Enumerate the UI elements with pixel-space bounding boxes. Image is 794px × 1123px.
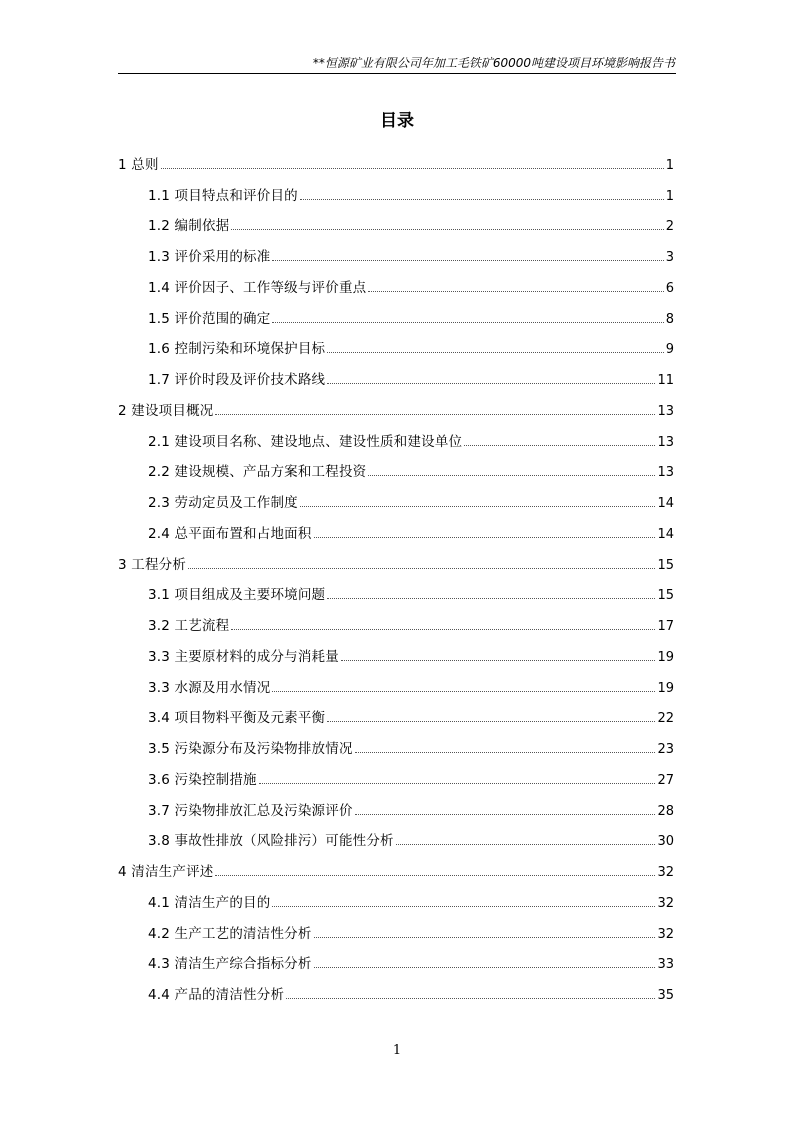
toc-entry[interactable] [118, 853, 674, 884]
toc-entry[interactable] [118, 638, 674, 669]
toc-entry-page: 19 [657, 680, 674, 696]
toc-entry-page: 9 [665, 342, 674, 358]
page-number: 1 [392, 1043, 402, 1058]
toc-dot-leader [231, 229, 663, 230]
toc-entry-page: 30 [657, 834, 674, 850]
toc-entry[interactable] [118, 300, 674, 331]
toc-entry[interactable] [118, 792, 674, 823]
toc-entry[interactable] [118, 177, 674, 208]
toc-entry[interactable] [118, 884, 674, 915]
toc-entry-page: 2 [665, 219, 674, 235]
toc-dot-leader [341, 660, 655, 661]
toc-entry-label: 4.3 清洁生产综合指标分析 [148, 956, 312, 973]
toc-dot-leader [396, 844, 656, 845]
toc-dot-leader [215, 875, 655, 876]
toc-entry-label: 3.1 项目组成及主要环境问题 [148, 587, 326, 604]
toc-entry-page: 32 [657, 926, 674, 942]
toc-entry[interactable] [118, 946, 674, 977]
toc-dot-leader [231, 629, 655, 630]
toc-entry-page: 33 [657, 957, 674, 973]
toc-entry-page: 17 [657, 619, 674, 634]
toc-dot-leader [368, 291, 663, 292]
toc-entry[interactable] [118, 361, 674, 392]
toc-entry-page: 3 [665, 250, 674, 265]
toc-entry-label: 1.7 评价时段及评价技术路线 [148, 372, 326, 388]
toc-entry-label: 3.8 事故性排放（风险排污）可能性分析 [148, 833, 394, 850]
toc-entry[interactable] [118, 976, 674, 1007]
toc-entry-label: 1.4 评价因子、工作等级与评价重点 [148, 279, 367, 296]
toc-dot-leader [272, 906, 655, 907]
toc-entry-label: 2.2 建设规模、产品方案和工程投资 [148, 464, 367, 481]
toc-dot-leader [259, 783, 656, 784]
toc-entry-page: 27 [657, 772, 674, 788]
toc-dot-leader [286, 998, 655, 999]
toc-entry-label: 3.5 污染源分布及污染物排放情况 [148, 741, 353, 757]
toc-dot-leader [300, 506, 656, 507]
toc-entry-label: 1.2 编制依据 [148, 218, 230, 235]
toc-entry-label: 2 建设项目概况 [118, 402, 214, 419]
toc-entry-page: 1 [665, 188, 674, 204]
toc-dot-leader [327, 383, 655, 384]
toc-entry-page: 14 [657, 496, 674, 511]
toc-entry[interactable] [118, 484, 674, 515]
toc-entry-label: 4 清洁生产评述 [118, 864, 214, 880]
toc-dot-leader [272, 260, 663, 261]
toc-entry-label: 3.2 工艺流程 [148, 618, 230, 634]
toc-entry-page: 32 [657, 895, 674, 911]
toc-dot-leader [314, 937, 656, 938]
toc-entry[interactable] [118, 730, 674, 761]
toc-entry[interactable] [118, 577, 674, 608]
toc-entry[interactable] [118, 607, 674, 638]
header-rule [118, 73, 676, 74]
toc-entry-label: 3.3 主要原材料的成分与消耗量 [148, 648, 339, 665]
page-title: 目录 [380, 111, 414, 131]
toc-dot-leader [161, 168, 664, 169]
toc-dot-leader [314, 537, 656, 538]
toc-dot-leader [355, 752, 656, 753]
toc-dot-leader [272, 691, 655, 692]
toc-dot-leader [327, 598, 655, 599]
toc-entry-page: 13 [657, 403, 674, 419]
toc-entry[interactable] [118, 515, 674, 546]
toc-entry-label: 1 总则 [118, 156, 159, 173]
toc-entry[interactable] [118, 546, 674, 577]
toc-entry-page: 28 [657, 803, 674, 819]
toc-entry-page: 11 [657, 373, 674, 388]
toc-entry-label: 3.6 污染控制措施 [148, 771, 257, 788]
toc-entry-label: 1.3 评价采用的标准 [148, 249, 271, 265]
toc-entry-label: 3.7 污染物排放汇总及污染源评价 [148, 802, 353, 819]
toc-entry[interactable] [118, 823, 674, 854]
toc-entry-page: 6 [665, 280, 674, 296]
toc-entry[interactable] [118, 331, 674, 362]
toc-entry-label: 4.4 产品的清洁性分析 [148, 987, 285, 1003]
toc-entry-page: 15 [657, 557, 674, 573]
toc-entry-page: 15 [657, 588, 674, 604]
toc-dot-leader [355, 814, 656, 815]
toc-entry-page: 13 [657, 434, 674, 450]
running-header: **恒源矿业有限公司年加工毛铁矿60000吨建设项目环境影响报告书 [312, 56, 675, 70]
toc-dot-leader [188, 568, 655, 569]
toc-dot-leader [272, 322, 663, 323]
toc-entry[interactable] [118, 761, 674, 792]
toc-entry[interactable] [118, 915, 674, 946]
toc-entry-page: 32 [657, 865, 674, 880]
toc-entry-page: 14 [657, 526, 674, 542]
toc-entry-page: 13 [657, 465, 674, 481]
toc-entry[interactable] [118, 269, 674, 300]
toc-entry-page: 35 [657, 988, 674, 1003]
toc-entry-label: 2.1 建设项目名称、建设地点、建设性质和建设单位 [148, 433, 463, 450]
toc-entry-label: 2.3 劳动定员及工作制度 [148, 495, 298, 511]
toc-entry[interactable] [118, 423, 674, 454]
toc-entry-label: 3.4 项目物料平衡及元素平衡 [148, 710, 326, 727]
toc-entry-page: 23 [657, 742, 674, 757]
toc-entry[interactable] [118, 238, 674, 269]
toc-dot-leader [215, 414, 655, 415]
toc-entry-label: 4.1 清洁生产的目的 [148, 894, 271, 911]
toc-entry-page: 19 [657, 649, 674, 665]
toc-dot-leader [314, 967, 656, 968]
toc-dot-leader [327, 721, 655, 722]
toc-entry-label: 4.2 生产工艺的清洁性分析 [148, 925, 312, 942]
toc-entry-page: 8 [665, 311, 674, 327]
toc-entry-label: 2.4 总平面布置和占地面积 [148, 525, 312, 542]
toc-entry-label: 3.3 水源及用水情况 [148, 679, 271, 696]
toc-entry[interactable] [118, 669, 674, 700]
toc-entry[interactable] [118, 208, 674, 239]
toc-entry[interactable] [118, 454, 674, 485]
toc-entry-label: 1.6 控制污染和环境保护目标 [148, 341, 326, 358]
toc-entry[interactable] [118, 392, 674, 423]
toc-entry-label: 1.5 评价范围的确定 [148, 310, 271, 327]
toc-entry[interactable] [118, 700, 674, 731]
toc-dot-leader [300, 199, 664, 200]
toc-dot-leader [368, 475, 655, 476]
toc-entry-page: 22 [657, 711, 674, 727]
toc-entry-label: 3 工程分析 [118, 556, 187, 573]
toc-dot-leader [464, 445, 655, 446]
table-of-contents [118, 146, 674, 1007]
toc-dot-leader [327, 352, 663, 353]
toc-entry-label: 1.1 项目特点和评价目的 [148, 187, 298, 204]
toc-entry[interactable] [118, 146, 674, 177]
toc-entry-page: 1 [665, 157, 674, 173]
